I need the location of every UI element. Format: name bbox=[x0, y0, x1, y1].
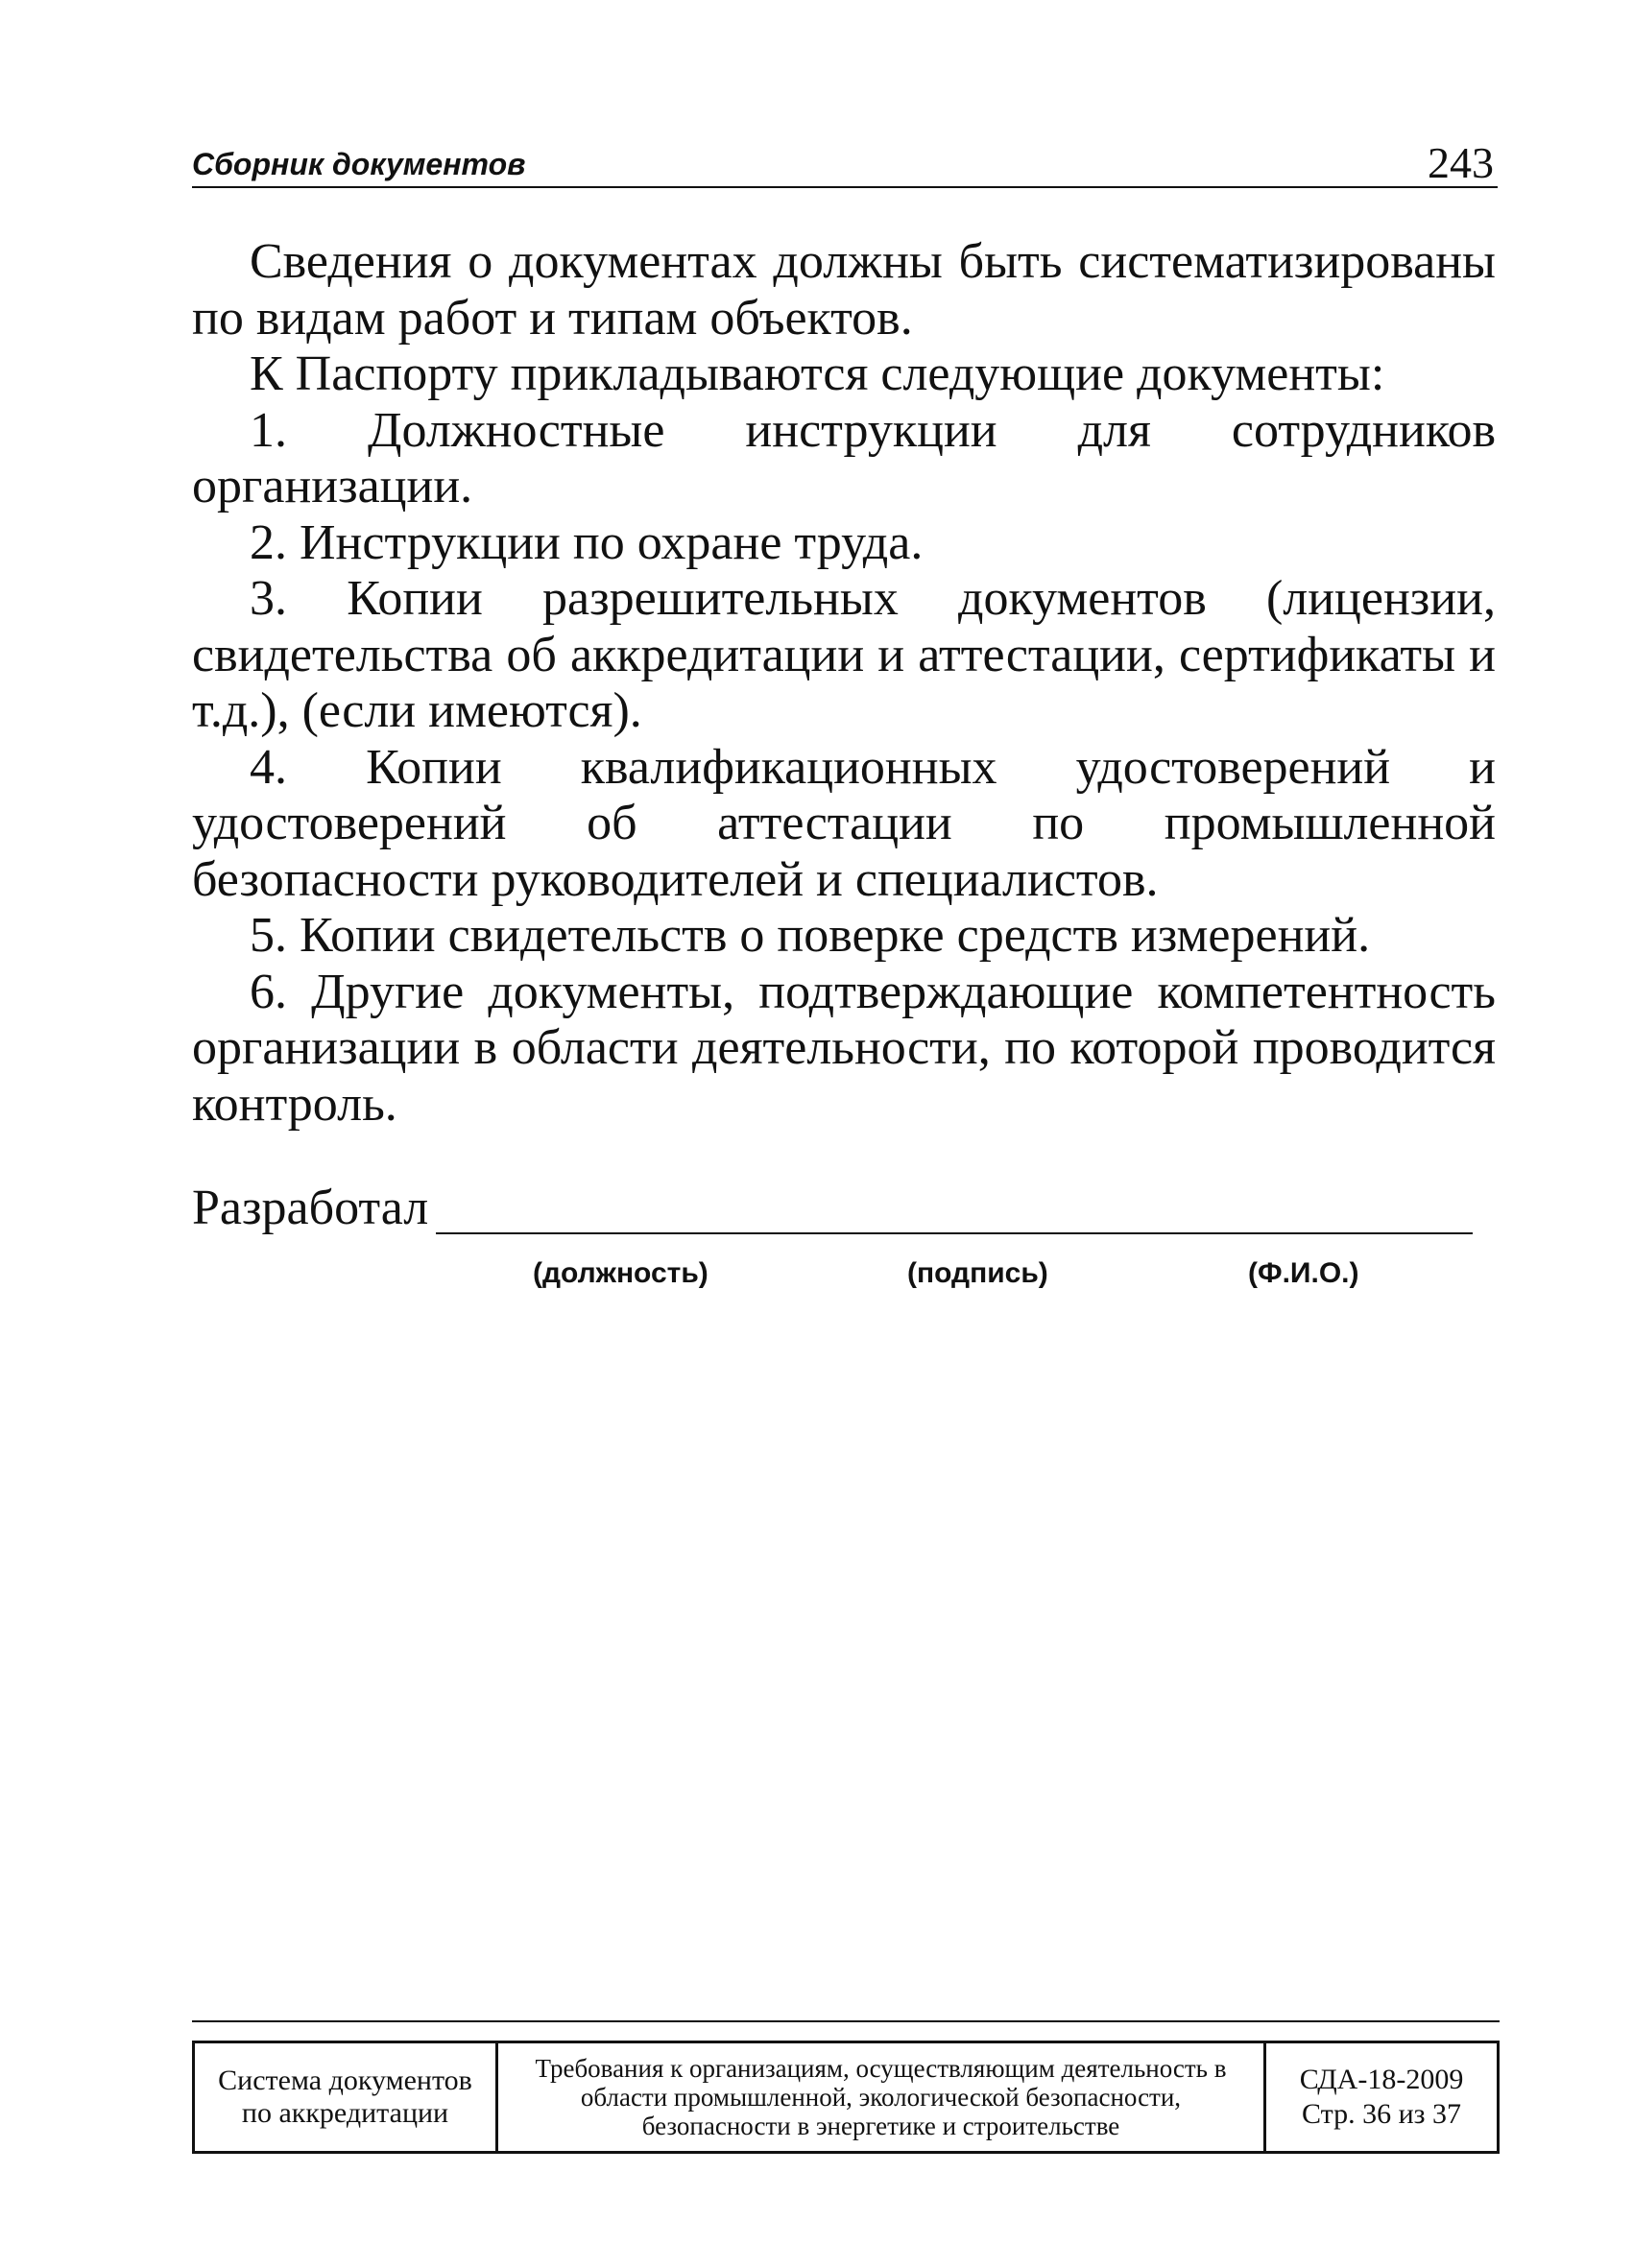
footer-page: Стр. 36 из 37 bbox=[1302, 2098, 1461, 2130]
signature-block bbox=[192, 1181, 1498, 1296]
list-item: 3. Копии разрешительных документов (лицензии, свидетельства об аккредитации и аттестации, сертификаты и т.д.), (если имеются). bbox=[192, 571, 1496, 738]
footer-system: Система документов по аккредитации bbox=[195, 2043, 498, 2151]
footer-description: Требования к организациям, осуществляющим деятельность в области промышленной, экологической безопасности, безопасности в энергетике и строительстве bbox=[498, 2043, 1266, 2151]
caption-position: (должность) bbox=[533, 1257, 708, 1289]
signature-label: Разработал bbox=[192, 1181, 429, 1235]
footer-code-cell bbox=[1266, 2043, 1497, 2151]
list-item: 1. Должностные инструкции для сотрудников организации. bbox=[192, 402, 1496, 513]
footer-divider bbox=[192, 2020, 1500, 2022]
caption-signature: (подпись) bbox=[907, 1257, 1048, 1289]
page-number: 243 bbox=[1428, 138, 1494, 187]
list-item: 4. Копии квалификационных удостоверений и удостоверений об аттестации по промышленной безопасности руководителей и специалистов. bbox=[192, 739, 1496, 907]
paragraph: Сведения о документах должны быть систематизированы по видам работ и типам объектов. bbox=[192, 234, 1496, 346]
page-header bbox=[192, 138, 1498, 188]
footer-code: СДА-18-2009 bbox=[1299, 2064, 1464, 2095]
list-item: 6. Другие документы, подтверждающие компетентность организации в области деятельности, по которой проводится контроль. bbox=[192, 964, 1496, 1132]
list-item: 2. Инструкции по охране труда. bbox=[250, 514, 924, 570]
footer-table bbox=[192, 2041, 1500, 2154]
header-title: Сборник документов bbox=[192, 147, 526, 181]
list-item: 5. Копии свидетельств о поверке средств измерений. bbox=[250, 908, 1371, 963]
caption-full-name: (Ф.И.О.) bbox=[1248, 1257, 1359, 1289]
document-body bbox=[192, 234, 1496, 1133]
signature-line bbox=[436, 1232, 1473, 1234]
paragraph: К Паспорту прикладываются следующие документы: bbox=[250, 346, 1385, 401]
